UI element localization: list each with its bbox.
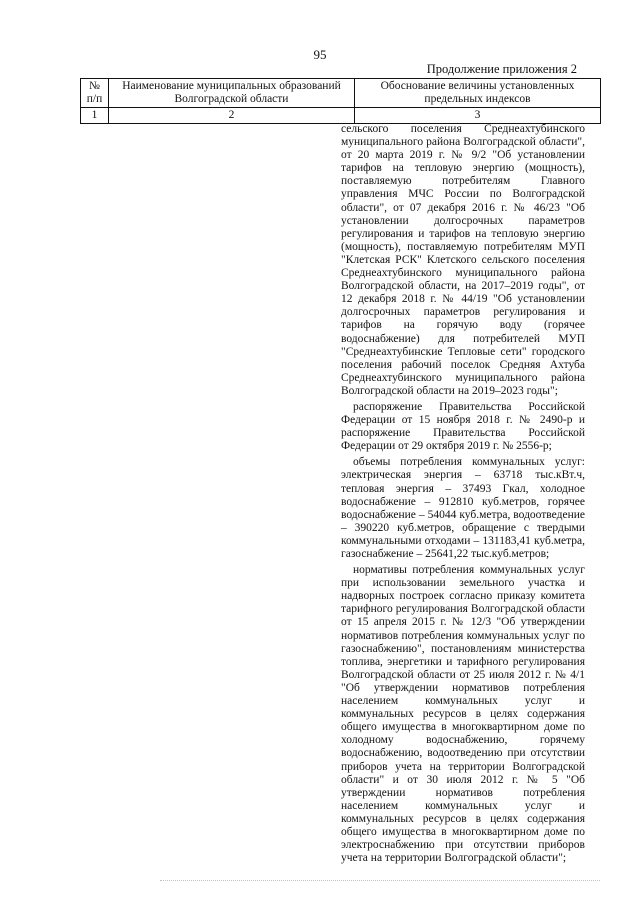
column-number-row <box>81 108 601 124</box>
paragraph-regulations-continued: сельского поселения Среднеахтубинского муниципального района Волгоградской области", от 20 марта 2019 г. № 9/2 "Об установлении тарифов на тепловую энергию (мощность), поставляемую потребителям Главного управления МЧС России по Волгоградской области", от 07 декабря 2016 г. № 46/23 "Об установлении долгосрочных параметров регулирования и тарифов на тепловую энергию (мощность), поставляемую потребителям МУП "Клетская РСК" Клетского сельского поселения Среднеахтубинского муниципального района Волгоградской области, на 2017–2019 годы", от 12 декабря 2018 г. № 44/19 "Об установлении долгосрочных параметров регулирования и тарифов на горячую воду (горячее водоснабжение) для потребителей МУП "Среднеахтубинские Тепловые сети" городского поселения рабочий поселок Средняя Ахтуба Среднеахтубинского муниципального района Волгоградской области на 2019–2023 годы"; <box>341 123 585 397</box>
column-number-3: 3 <box>355 108 601 124</box>
header-justification: Обоснование величины установленных предельных индексов <box>355 79 601 108</box>
column-number-2: 2 <box>109 108 355 124</box>
header-municipality: Наименование муниципальных образований Волгоградской области <box>109 79 355 108</box>
column-number-1: 1 <box>81 108 109 124</box>
scan-artifact-divider <box>160 880 600 883</box>
paragraph-government-orders: распоряжение Правительства Российской Федерации от 15 ноября 2018 г. № 2490-р и распоряжение Правительства Российской Федерации от 29 октября 2019 г. № 2556-р; <box>341 400 585 453</box>
header-row <box>81 79 601 108</box>
header-table <box>80 78 601 124</box>
header-number: № п/п <box>81 79 109 108</box>
continuation-caption: Продолжение приложения 2 <box>426 62 577 76</box>
justification-text <box>341 123 585 868</box>
page-number: 95 <box>313 47 327 62</box>
paragraph-consumption-volumes: объемы потребления коммунальных услуг: электрическая энергия – 63718 тыс.кВт.ч, тепловая энергия – 37493 Гкал, холодное водоснабжение – 912810 куб.метров, горячее водоснабжение – 54044 куб.метра, водоотведение – 390220 куб.метров, обращение с твердыми коммунальными отходами – 131183,41 куб.метра, газоснабжение – 25641,22 тыс.куб.метров; <box>341 456 585 560</box>
paragraph-consumption-norms: нормативы потребления коммунальных услуг при использовании земельного участка и надворных построек согласно приказу комитета тарифного регулирования Волгоградской области от 15 апреля 2015 г. № 12/3 "Об утверждении нормативов потребления коммунальных услуг по газоснабжению", постановлениям министерства топлива, энергетики и тарифного регулирования Волгоградской области от 25 июля 2012 г. № 4/1 "Об утверждении нормативов потребления населением коммунальных услуг и коммунальных ресурсов в целях содержания общего имущества в многоквартирном доме по холодному водоснабжению, горячему водоснабжению, водоотведению при отсутствии приборов учета на территории Волгоградской области" и от 30 июля 2012 г. № 5 "Об утверждении нормативов потребления населением коммунальных услуг и коммунальных ресурсов в целях содержания общего имущества в многоквартирном доме по электроснабжению при отсутствии приборов учета на территории Волгоградской области"; <box>341 564 585 865</box>
